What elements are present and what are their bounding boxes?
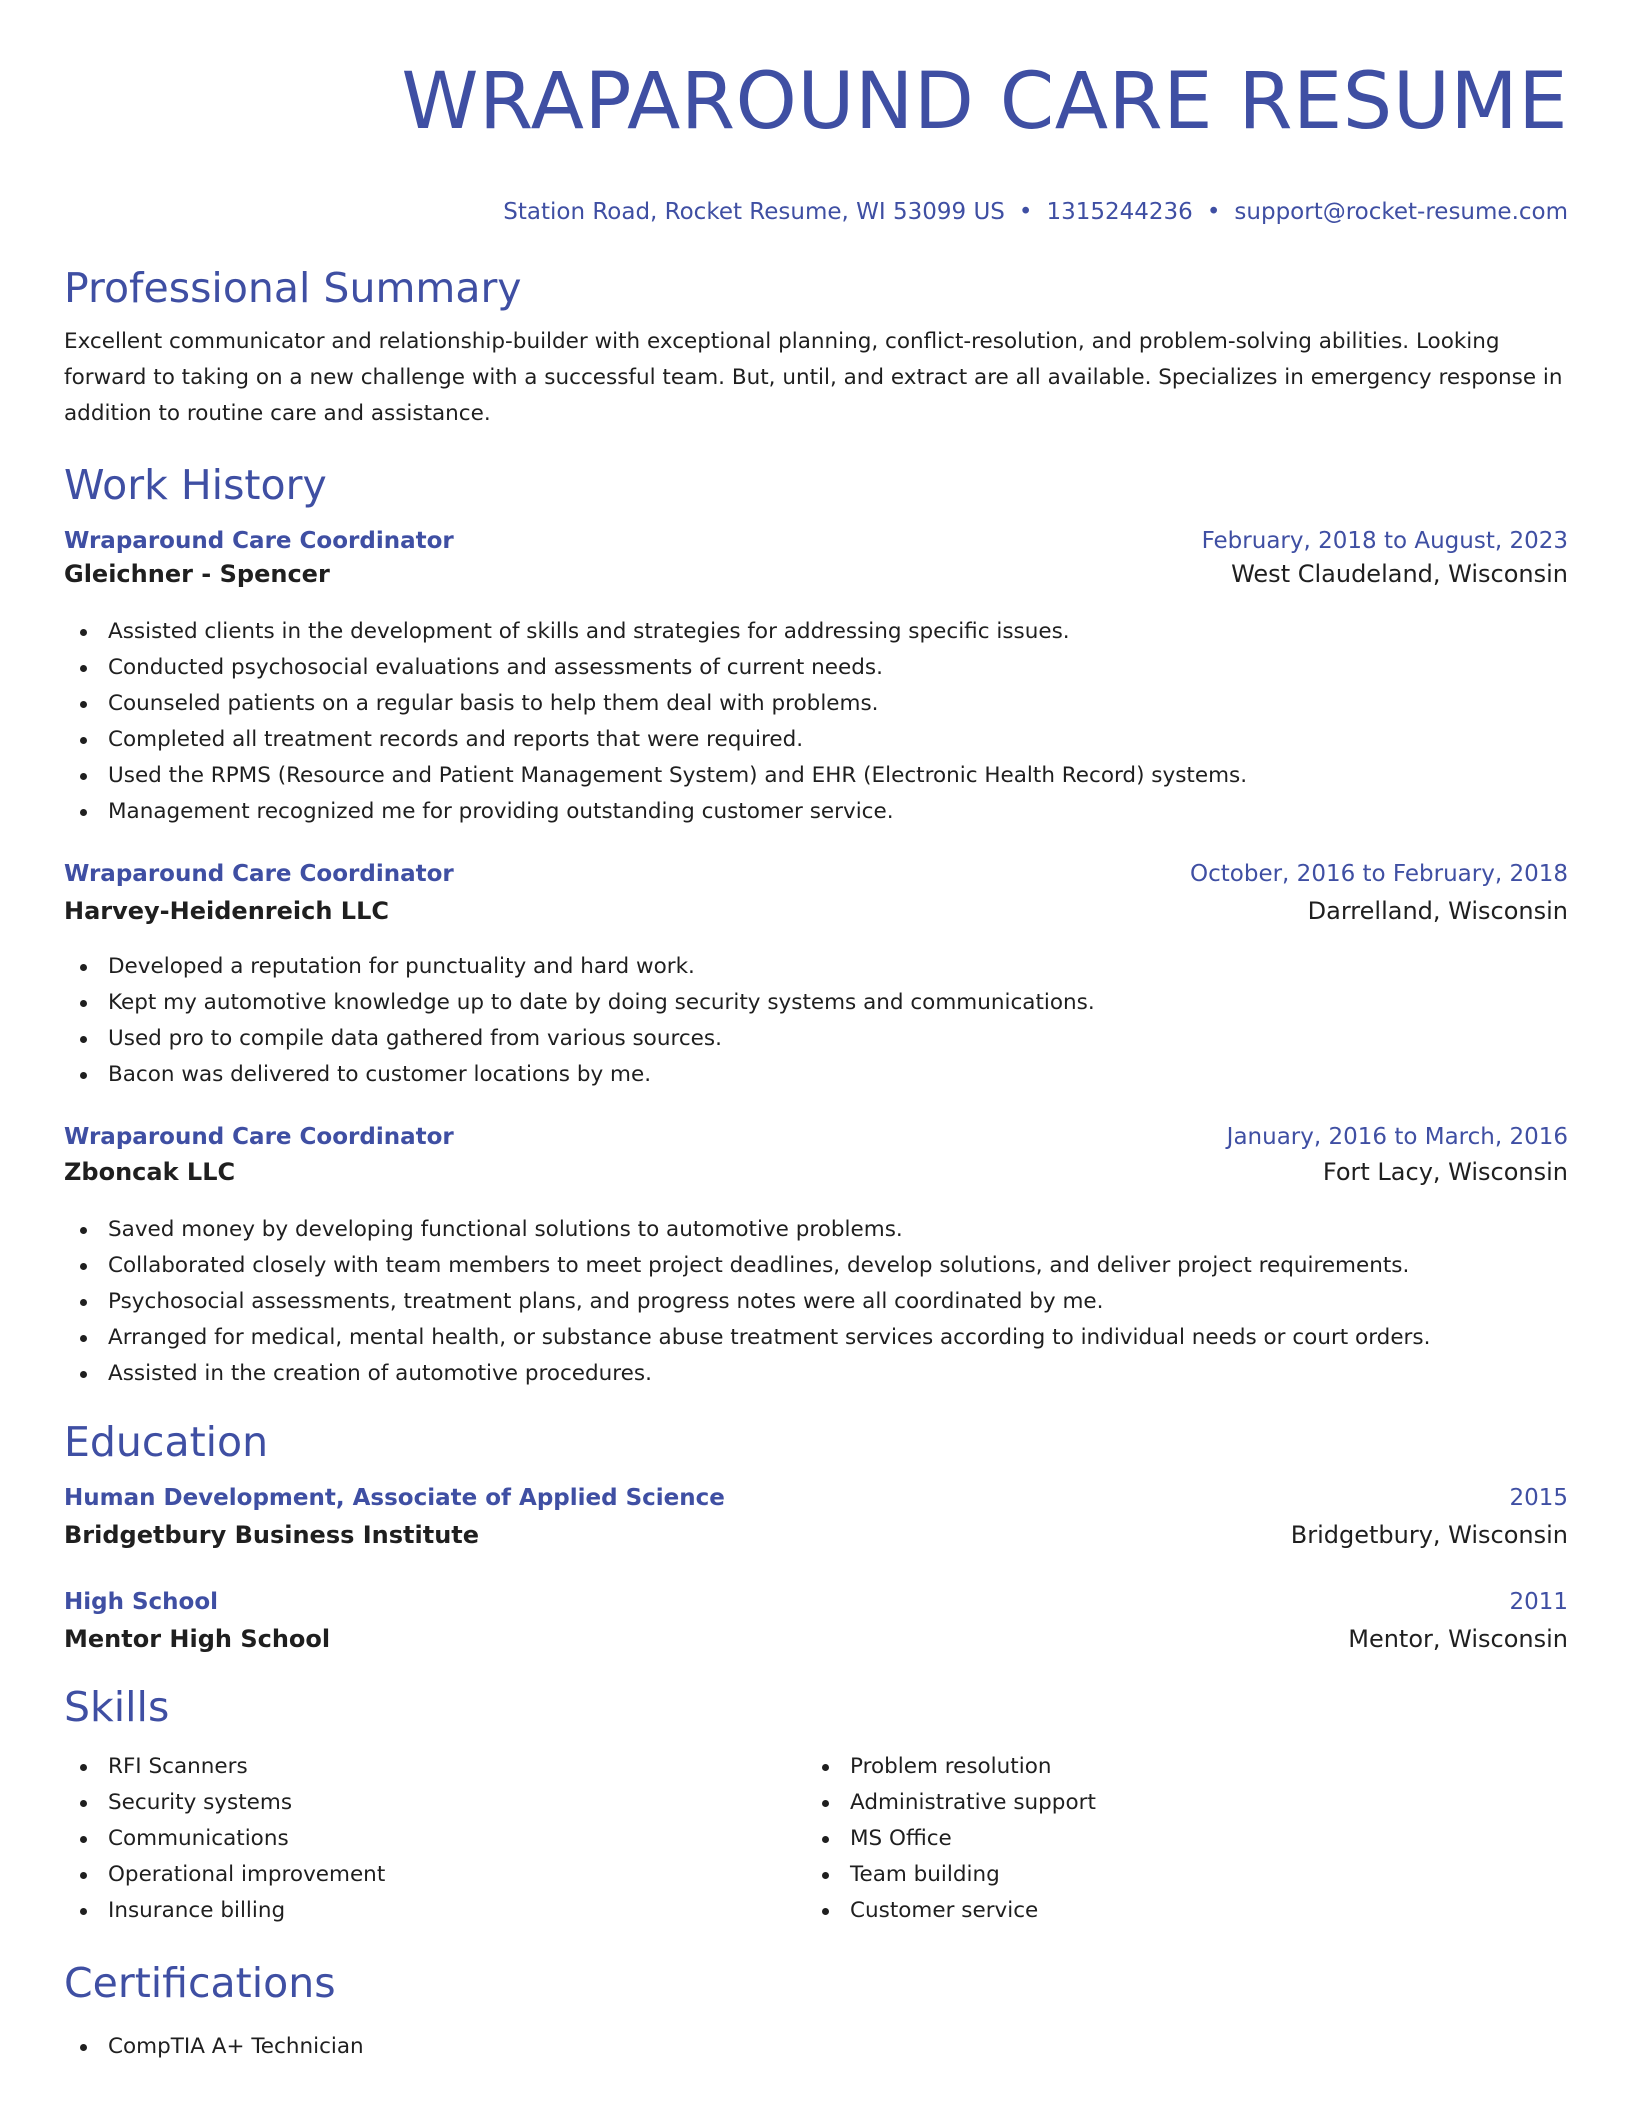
skill-item: Administrative support xyxy=(850,1785,1548,1821)
job-bullet-list xyxy=(64,949,1568,1093)
education-school: Mentor High School xyxy=(64,1625,331,1653)
education-year: 2015 xyxy=(1509,1485,1568,1511)
education-entry xyxy=(64,1589,1568,1661)
skills-column-left xyxy=(64,1749,806,1929)
contact-address: Station Road, Rocket Resume, WI 53099 US xyxy=(503,199,1005,225)
job-header-row xyxy=(64,861,1568,897)
job-employer-row xyxy=(64,560,1568,596)
job-bullet: Developed a reputation for punctuality and hard work. xyxy=(108,949,1568,985)
job-entry xyxy=(64,861,1568,1093)
skills-column-right xyxy=(806,1749,1548,1929)
job-bullet: Bacon was delivered to customer locations by me. xyxy=(108,1057,1568,1093)
skills-list xyxy=(64,1749,806,1929)
skill-item: Team building xyxy=(850,1857,1548,1893)
job-bullet: Used the RPMS (Resource and Patient Management System) and EHR (Electronic Health Record) systems. xyxy=(108,758,1568,794)
job-location: Fort Lacy, Wisconsin xyxy=(1322,1158,1568,1186)
job-bullet-list xyxy=(64,1212,1568,1392)
skill-item: Customer service xyxy=(850,1893,1548,1929)
job-header-row xyxy=(64,528,1568,560)
job-bullet: Psychosocial assessments, treatment plans, and progress notes were all coordinated by me. xyxy=(108,1284,1568,1320)
job-employer-row xyxy=(64,1158,1568,1194)
contact-separator: • xyxy=(1206,199,1221,225)
job-location: Darrelland, Wisconsin xyxy=(1307,897,1568,925)
section-title-summary: Professional Summary xyxy=(64,264,522,312)
certifications-list xyxy=(64,2029,1568,2065)
education-header-row xyxy=(64,1589,1568,1625)
education-location: Bridgetbury, Wisconsin xyxy=(1290,1521,1568,1549)
job-bullet: Kept my automotive knowledge up to date by doing security systems and communications. xyxy=(108,985,1568,1021)
job-bullet: Counseled patients on a regular basis to help them deal with problems. xyxy=(108,686,1568,722)
job-bullet: Management recognized me for providing outstanding customer service. xyxy=(108,794,1568,830)
section-title-certifications: Certifications xyxy=(64,1959,336,2007)
job-bullet: Arranged for medical, mental health, or substance abuse treatment services according to individual needs or court orders. xyxy=(108,1320,1568,1356)
job-employer: Harvey-Heidenreich LLC xyxy=(64,897,389,925)
job-entry xyxy=(64,528,1568,830)
summary-text: Excellent communicator and relationship-builder with exceptional planning, conflict-resolution, and problem-solving abilities. Looking forward to taking on a new challenge with a successful team. But, until, and extract are all available. Specializes in emergency response in addition to routine care and assistance. xyxy=(64,329,1563,426)
section-title-education: Education xyxy=(64,1418,269,1466)
job-header-row xyxy=(64,1124,1568,1158)
job-title: Wraparound Care Coordinator xyxy=(64,1124,454,1150)
education-school-row xyxy=(64,1521,1568,1557)
job-bullet: Conducted psychosocial evaluations and assessments of current needs. xyxy=(108,650,1568,686)
skill-item: Security systems xyxy=(108,1785,806,1821)
job-dates: October, 2016 to February, 2018 xyxy=(1190,861,1568,887)
job-bullet: Assisted clients in the development of skills and strategies for addressing specific issues. xyxy=(108,614,1568,650)
contact-line xyxy=(64,198,1568,226)
job-bullet: Saved money by developing functional solutions to automotive problems. xyxy=(108,1212,1568,1248)
skill-item: RFI Scanners xyxy=(108,1749,806,1785)
education-degree: Human Development, Associate of Applied Science xyxy=(64,1485,725,1511)
contact-separator: • xyxy=(1018,199,1033,225)
skill-item: MS Office xyxy=(850,1821,1548,1857)
job-employer-row xyxy=(64,897,1568,933)
job-employer: Zboncak LLC xyxy=(64,1158,236,1186)
job-bullet: Used pro to compile data gathered from various sources. xyxy=(108,1021,1568,1057)
education-degree: High School xyxy=(64,1589,219,1615)
education-year: 2011 xyxy=(1509,1589,1568,1615)
job-bullet: Completed all treatment records and reports that were required. xyxy=(108,722,1568,758)
job-employer: Gleichner - Spencer xyxy=(64,560,330,588)
job-location: West Claudeland, Wisconsin xyxy=(1231,560,1568,588)
skill-item: Problem resolution xyxy=(850,1749,1548,1785)
job-bullet: Collaborated closely with team members to meet project deadlines, develop solutions, and deliver project requirements. xyxy=(108,1248,1568,1284)
section-title-work-history: Work History xyxy=(64,461,327,509)
skill-item: Operational improvement xyxy=(108,1857,806,1893)
contact-email: support@rocket-resume.com xyxy=(1234,199,1568,225)
skill-item: Communications xyxy=(108,1821,806,1857)
job-title: Wraparound Care Coordinator xyxy=(64,528,454,554)
job-bullet: Assisted in the creation of automotive procedures. xyxy=(108,1356,1568,1392)
job-dates: February, 2018 to August, 2023 xyxy=(1201,528,1568,554)
education-school: Bridgetbury Business Institute xyxy=(64,1521,480,1549)
education-location: Mentor, Wisconsin xyxy=(1348,1625,1568,1653)
job-title: Wraparound Care Coordinator xyxy=(64,861,454,887)
contact-phone: 1315244236 xyxy=(1046,199,1193,225)
skill-item: Insurance billing xyxy=(108,1893,806,1929)
certification-item: CompTIA A+ Technician xyxy=(108,2029,1568,2065)
section-title-skills: Skills xyxy=(64,1683,170,1731)
education-entry xyxy=(64,1485,1568,1557)
education-header-row xyxy=(64,1485,1568,1521)
education-school-row xyxy=(64,1625,1568,1661)
skills-grid xyxy=(64,1749,1568,1929)
job-dates: January, 2016 to March, 2016 xyxy=(1226,1124,1568,1150)
resume-page xyxy=(64,0,1568,2065)
job-entry xyxy=(64,1124,1568,1392)
skills-list xyxy=(806,1749,1548,1929)
resume-name: WRAPAROUND CARE RESUME xyxy=(401,57,1568,147)
job-bullet-list xyxy=(64,614,1568,830)
